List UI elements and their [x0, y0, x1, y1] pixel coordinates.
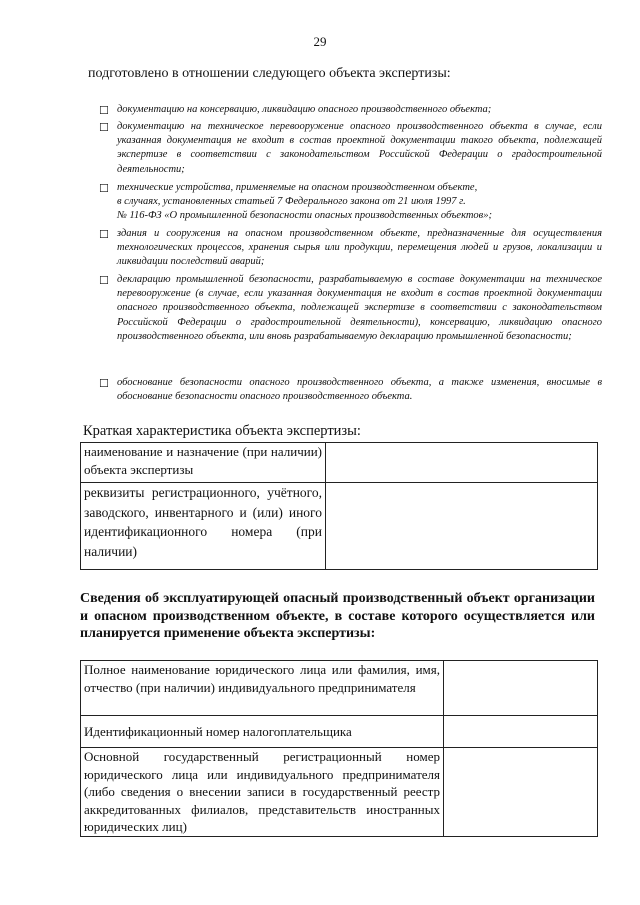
checklist-item-text: здания и сооружения на опасном производственном объекте, предназначенные для осуществления технологических процессов, хранения сырья или продукции, перемещения людей и грузов, локализации и ликвидации последствий аварий;	[117, 228, 602, 268]
legal-name-value[interactable]	[444, 661, 598, 716]
checklist-item-text: в случаях, установленных статьей 7 Федерального закона от 21 июля 1997 г.	[117, 196, 466, 208]
operator-heading: Сведения об эксплуатирующей опасный производственный объект организации и опасном производственном объекте, в составе которого осуществляется или планируется применение объекта экспертизы:	[80, 591, 595, 641]
checklist-item-text: декларацию промышленной безопасности, разрабатываемую в составе документации на техническое перевооружение (в случае, если указанная документация не входит в состав проектной документации опасного производственного объекта, подлежащей экспертизе в соответствии с законодательством Российской Федерации о градостроительной деятельности), консервацию, ликвидацию опасного производственного объекта, или вновь разрабатываемую декларацию промышленной безопасности;	[117, 274, 602, 342]
object-number-label: реквизиты регистрационного, учётного, заводского, инвентарного и (или) иного идентификационного номера (при наличии)	[81, 483, 326, 570]
object-table	[80, 442, 598, 570]
checkbox[interactable]: ☐	[99, 377, 109, 390]
checklist-item	[117, 376, 602, 404]
checklist-item-text: обоснование безопасности опасного производственного объекта, а также изменения, вносимые в обоснование безопасности опасного производственного объекта.	[117, 377, 602, 403]
object-number-value[interactable]	[326, 483, 598, 570]
checkbox[interactable]: ☐	[99, 274, 109, 287]
checklist-item-text: технические устройства, применяемые на опасном производственном объекте,	[117, 182, 478, 193]
table-row	[81, 443, 598, 483]
checklist-item-text: документацию на консервацию, ликвидацию опасного производственного объекта;	[117, 104, 492, 115]
table-row	[81, 716, 598, 748]
checklist-item	[117, 273, 602, 344]
brief-heading: Краткая характеристика объекта экспертизы:	[83, 423, 361, 439]
checkbox[interactable]: ☐	[99, 228, 109, 241]
intro-line: подготовлено в отношении следующего объекта экспертизы:	[88, 66, 451, 81]
checklist-item	[117, 181, 602, 224]
checkbox[interactable]: ☐	[99, 121, 109, 134]
object-name-value[interactable]	[326, 443, 598, 483]
ogrn-value[interactable]	[444, 748, 598, 837]
page-number: 29	[313, 34, 327, 49]
checklist-item	[117, 227, 602, 270]
operator-table	[80, 660, 598, 837]
checklist-item	[117, 103, 597, 117]
checkbox[interactable]: ☐	[99, 104, 109, 117]
ogrn-label: Основной государственный регистрационный номер юридического лица или индивидуального предпринимателя (либо сведения о внесении записи в государственный реестр аккредитованных филиалов, представительств иностранных юридических лиц)	[81, 748, 444, 837]
table-row	[81, 748, 598, 837]
checklist-item-text: документацию на техническое перевооружение опасного производственного объекта в случае, если указанная документация не входит в состав проектной документации такого объекта, подлежащей экспертизе в соответствии с законодательством Российской Федерации о градостроительной деятельности;	[117, 121, 602, 175]
checklist-item	[117, 120, 602, 177]
inn-label: Идентификационный номер налогоплательщика	[81, 716, 444, 748]
checkbox[interactable]: ☐	[99, 182, 109, 195]
table-row	[81, 483, 598, 570]
object-name-label: наименование и назначение (при наличии) объекта экспертизы	[81, 443, 326, 483]
legal-name-label: Полное наименование юридического лица или фамилия, имя, отчество (при наличии) индивидуального предпринимателя	[81, 661, 444, 716]
inn-value[interactable]	[444, 716, 598, 748]
checklist-item-text: № 116-ФЗ «О промышленной безопасности опасных производственных объектов»;	[117, 210, 492, 222]
table-row	[81, 661, 598, 716]
